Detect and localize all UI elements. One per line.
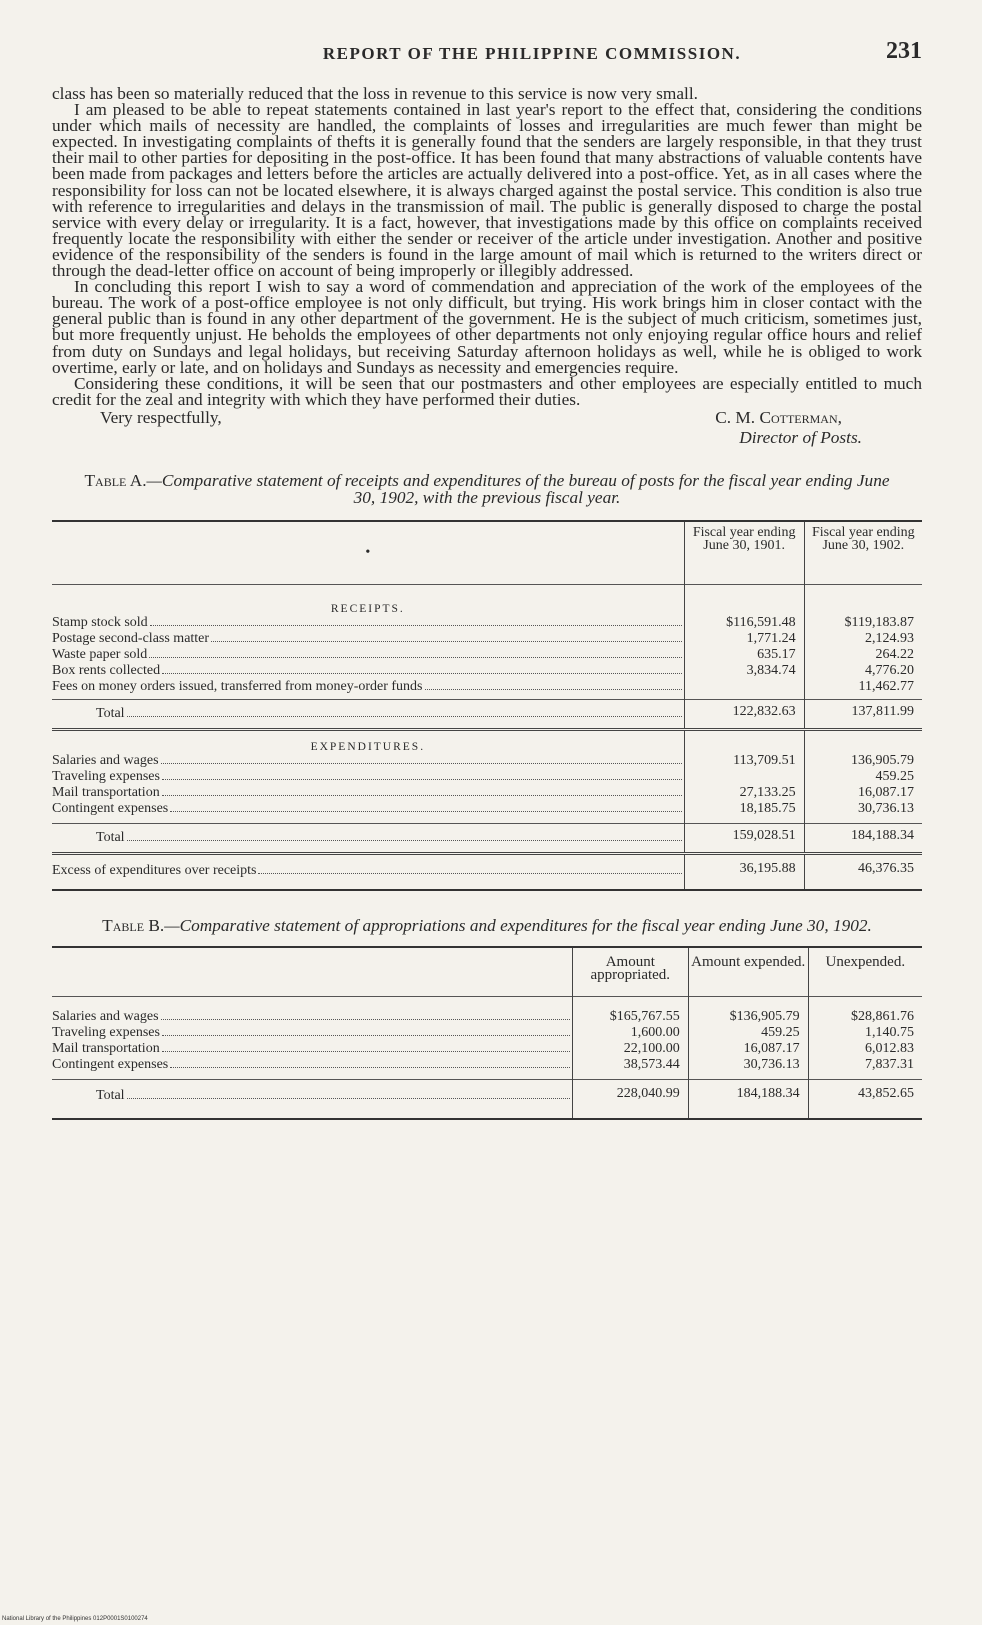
row-value-expended: 16,087.17 <box>688 1041 808 1057</box>
receipts-total-1902: 137,811.99 <box>804 699 922 729</box>
row-value-v1901: 18,185.75 <box>684 801 804 817</box>
row-value-v1901 <box>684 679 804 695</box>
excess-1901: 36,195.88 <box>684 853 804 890</box>
table-a-label: Table A. <box>84 470 147 490</box>
row-value-unexpended: 7,837.31 <box>808 1057 922 1073</box>
row-label: Box rents collected <box>52 662 161 678</box>
receipts-heading-cell <box>52 584 684 615</box>
row-label: Traveling expenses <box>52 1024 160 1040</box>
row-label: Fees on money orders issued, transferred from money-order funds <box>52 678 423 694</box>
row-value-v1902: 30,736.13 <box>804 801 922 817</box>
row-label: Traveling expenses <box>52 768 160 784</box>
table-b-total-unexpended: 43,852.65 <box>808 1079 922 1119</box>
table-row <box>52 801 922 817</box>
row-label-cell <box>52 1041 572 1057</box>
row-value-expended: 459.25 <box>688 1025 808 1041</box>
table-row <box>52 753 922 769</box>
table-a-caption-text: —Comparative statement of receipts and expenditures of the bureau of posts for the fiscal year ending June 30, 1902, with the previous fiscal year. <box>146 470 890 507</box>
receipts-heading: RECEIPTS. <box>330 602 405 615</box>
row-label: Salaries and wages <box>52 752 159 768</box>
receipts-total-label: Total <box>96 705 125 721</box>
row-value-v1901: 635.17 <box>684 647 804 663</box>
row-label-cell <box>52 753 684 769</box>
table-row <box>52 1057 922 1073</box>
row-value-appropriated: 1,600.00 <box>572 1025 688 1041</box>
row-value-v1902: 11,462.77 <box>804 679 922 695</box>
row-value-v1902: 2,124.93 <box>804 631 922 647</box>
closing-block <box>52 408 922 446</box>
running-head <box>52 38 922 72</box>
row-label-cell <box>52 679 684 695</box>
paragraph: In concluding this report I wish to say a word of commendation and appreciation of the work of the employees of the bureau. The work of a post-office employee is not only difficult, but trying. His work brings him in closer contact with the general public than is found in any other department of the government. He is the subject of much criticism, sometimes just, but more frequently unjust. He beholds the employees of other departments not only enjoying regular office hours and relief from duty on Sundays and legal holidays, but receiving Saturday afternoon holidays as well, while he is obliged to work overtime, early or late, and on holidays and Sundays as necessity and emergencies require. <box>52 277 922 377</box>
running-head-title: REPORT OF THE PHILIPPINE COMMISSION. <box>322 44 742 63</box>
row-label-cell <box>52 647 684 663</box>
salutation: Very respectfully, <box>100 407 222 427</box>
expenditures-total-1902: 184,188.34 <box>804 823 922 853</box>
row-label: Mail transportation <box>52 1040 160 1056</box>
table-b-label: Table B. <box>102 915 165 935</box>
excess-row <box>52 853 684 890</box>
table-b-col-expended: Amount expended. <box>688 947 808 997</box>
table-a <box>52 520 922 615</box>
paragraph: Considering these conditions, it will be seen that our postmasters and other employees are especially entitled to much credit for the zeal and integrity with which they have performed their duties. <box>52 373 922 409</box>
row-label: Salaries and wages <box>52 1008 159 1024</box>
table-row <box>52 1009 922 1025</box>
signatory-name: C. M. Cotterman, <box>715 407 842 427</box>
row-value-v1902: $119,183.87 <box>804 615 922 631</box>
table-a-section <box>52 472 922 891</box>
expenditures-total-row <box>52 823 684 853</box>
scan-footer-tag: National Library of the Philippines 012P0001S0100274 <box>2 1616 148 1622</box>
document-page <box>52 38 922 1120</box>
row-value-appropriated: $165,767.55 <box>572 1009 688 1025</box>
row-label-cell <box>52 1057 572 1073</box>
table-row <box>52 785 922 801</box>
table-b-caption-text: —Comparative statement of appropriations and expenditures for the fiscal year ending June 30, 1902. <box>164 915 872 935</box>
row-value-v1902: 136,905.79 <box>804 753 922 769</box>
row-value-appropriated: 38,573.44 <box>572 1057 688 1073</box>
row-value-v1902: 16,087.17 <box>804 785 922 801</box>
row-label: Contingent expenses <box>52 1056 169 1072</box>
row-label-cell <box>52 1025 572 1041</box>
receipts-total-row <box>52 699 684 729</box>
row-label: Postage second-class matter <box>52 630 210 646</box>
signatory-role: Director of Posts. <box>739 427 862 447</box>
table-b-caption <box>72 917 902 934</box>
expenditures-total-label: Total <box>96 829 125 845</box>
row-label: Stamp stock sold <box>52 614 148 630</box>
table-b-total-row <box>52 1079 572 1119</box>
row-label-cell <box>52 769 684 785</box>
row-label: Waste paper sold <box>52 646 148 662</box>
row-value-v1902: 459.25 <box>804 769 922 785</box>
row-label-cell <box>52 631 684 647</box>
row-value-v1901: 27,133.25 <box>684 785 804 801</box>
table-b-total-appropriated: 228,040.99 <box>572 1079 688 1119</box>
row-value-appropriated: 22,100.00 <box>572 1041 688 1057</box>
expenditures-heading: EXPENDITURES. <box>310 740 426 753</box>
table-row <box>52 1041 922 1057</box>
row-value-v1902: 4,776.20 <box>804 663 922 679</box>
row-value-v1901: 3,834.74 <box>684 663 804 679</box>
paragraph: class has been so materially reduced that the loss in revenue to this service is now very small. <box>52 84 698 103</box>
receipts-total-1901: 122,832.63 <box>684 699 804 729</box>
table-row <box>52 1025 922 1041</box>
row-label-cell <box>52 1009 572 1025</box>
row-value-unexpended: 1,140.75 <box>808 1025 922 1041</box>
row-value-v1901: $116,591.48 <box>684 615 804 631</box>
table-b-col-appropriated: Amount appropriated. <box>572 947 688 997</box>
paragraph: I am pleased to be able to repeat statements contained in last year's report to the effect that, considering the conditions under which mails of necessity are handled, the complaints of losses and irregularities are much fewer than might be expected. In investigating complaints of thefts it is generally found that the senders are largely responsible, in that they trust their mail to other parties for depositing in the post-office. It has been found that many abstractions of valuable contents have been made from packages and letters before the articles are actually delivered into a post-office. Yet, as in all cases where the responsibility for loss can not be located elsewhere, it is always charged against the postal service. This condition is also true with reference to irregularities and delays in the transmission of mail. The public is generally disposed to charge the postal service with every delay or irregularity. It is a fact, however, that investigations made by this office on complaints received frequently locate the responsibility with either the sender or receiver of the article under investigation. Another and positive evidence of the responsibility of the senders is found in the large amount of mail which is returned to the writers direct or through the dead-letter office on account of being improperly or illegibly addressed. <box>52 100 922 281</box>
row-label-cell <box>52 615 684 631</box>
row-value-v1901: 113,709.51 <box>684 753 804 769</box>
table-b-total-label: Total <box>96 1087 125 1103</box>
table-row <box>52 615 922 631</box>
row-value-expended: 30,736.13 <box>688 1057 808 1073</box>
table-row <box>52 769 922 785</box>
table-b-total-expended: 184,188.34 <box>688 1079 808 1119</box>
excess-label: Excess of expenditures over receipts <box>52 862 257 878</box>
table-a-col-1901: Fiscal year ending June 30, 1901. <box>684 521 804 585</box>
row-value-unexpended: $28,861.76 <box>808 1009 922 1025</box>
table-a-receipts <box>52 615 922 891</box>
table-a-caption <box>72 472 902 506</box>
table-b <box>52 946 922 1120</box>
row-value-unexpended: 6,012.83 <box>808 1041 922 1057</box>
table-row <box>52 647 922 663</box>
row-value-v1901 <box>684 769 804 785</box>
table-row <box>52 663 922 679</box>
page-number: 231 <box>886 38 922 64</box>
row-label-cell <box>52 663 684 679</box>
table-a-stub-head: • <box>365 544 371 560</box>
table-row <box>52 631 922 647</box>
table-b-col-unexpended: Unexpended. <box>808 947 922 997</box>
row-label-cell <box>52 785 684 801</box>
row-label-cell <box>52 801 684 817</box>
table-b-section <box>52 917 922 1120</box>
table-a-col-1902: Fiscal year ending June 30, 1902. <box>804 521 922 585</box>
row-value-v1902: 264.22 <box>804 647 922 663</box>
row-value-v1901: 1,771.24 <box>684 631 804 647</box>
expenditures-total-1901: 159,028.51 <box>684 823 804 853</box>
row-label: Mail transportation <box>52 784 160 800</box>
signature-block <box>715 408 862 448</box>
table-b-stub-head <box>52 947 572 997</box>
expenditures-heading-cell <box>52 729 684 753</box>
row-value-expended: $136,905.79 <box>688 1009 808 1025</box>
table-row <box>52 679 922 695</box>
row-label: Contingent expenses <box>52 800 169 816</box>
excess-1902: 46,376.35 <box>804 853 922 890</box>
